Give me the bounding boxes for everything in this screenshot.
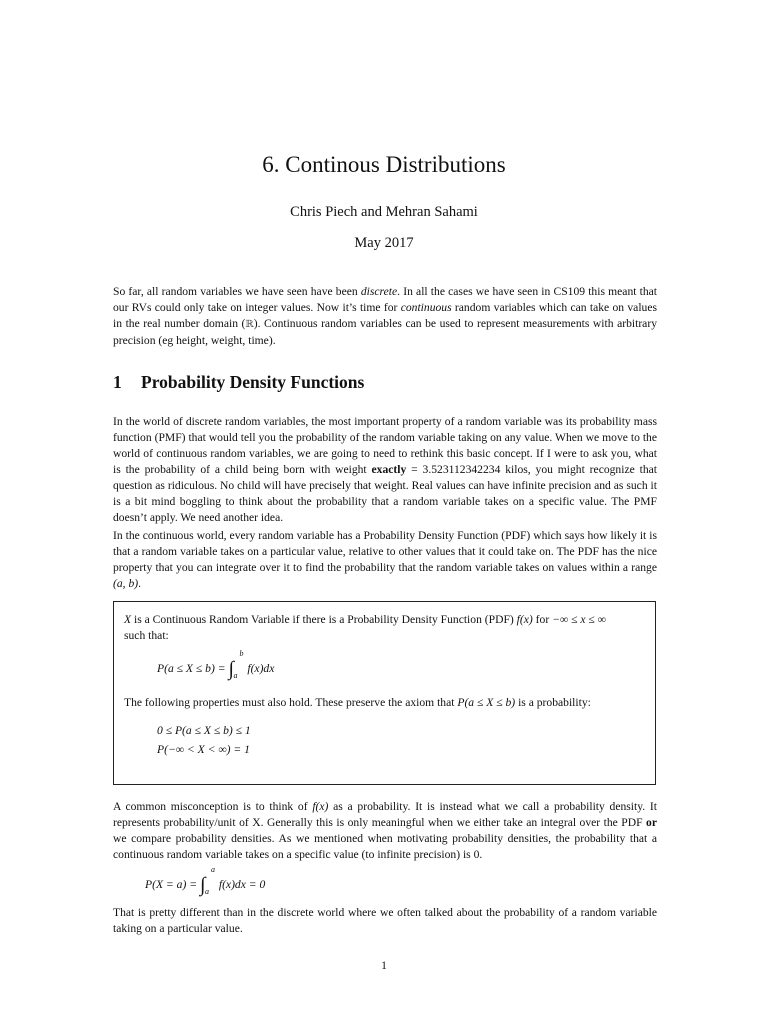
document-date: May 2017 [354,235,414,251]
bold-exactly: exactly [371,463,407,476]
paragraph-discrete-comparison: That is pretty different than in the discrete world where we often talked about the probability of a random variable taking on a particular value. [113,906,657,935]
property-2: P(−∞ < X < ∞) = 1 [157,743,250,756]
definition-line-3: The following properties must also hold. These preserve the axiom that P(a ≤ X ≤ b) is a probability: [124,696,591,709]
point-probability-equation: P(X = a) = ∫ a a f(x)dx = 0 [145,865,266,896]
definition-equation: P(a ≤ X ≤ b) = ∫ b a f(x)dx [157,649,275,680]
emphasis-discrete: discrete [360,285,398,298]
paragraph-pdf: In the continuous world, every random variable has a Probability Density Function (PDF) which says how likely it is that a random variable takes on a particular value, relative to other values that it could take on. The PDF has the nice property that you can integrate over it to find the probability that the random variable takes on values within a range (a, b). [113,529,657,590]
range-math: (a, b) [113,577,139,590]
integral-symbol: ∫ [199,874,206,896]
integral-symbol: ∫ [228,658,234,680]
definition-line-1: X is a Continuous Random Variable if there is a Probability Density Function (PDF) f(x) for −∞ ≤ x ≤ ∞ [124,613,606,626]
definition-box [113,601,656,785]
document-authors: Chris Piech and Mehran Sahami [290,204,478,220]
definition-line-2: such that: [124,629,169,642]
section-number: 1 [113,372,122,392]
section-title: Probability Density Functions [141,372,365,392]
bold-or: or [646,816,657,829]
intro-paragraph: So far, all random variables we have seen have been discrete. In all the cases we have seen in CS109 this meant that our RVs could only take on integer values. Now it’s time for continuous random variables which can take on values in the real number domain (ℝ). Continuous random variables can be used to represent measurements with arbitrary precision (eg height, weight, time). [113,285,658,347]
real-numbers-symbol: ℝ [245,319,254,330]
paragraph-misconception: A common misconception is to think of f(x) as a probability. It is instead what we call a probability density. It represents probability/unit of X. Generally this is only meaningful when we either take an integral over the PDF or we compare probability densities. As we mentioned when motivating probability densities, the probability that a continuous random variable takes on a specific value (to infinite precision) is 0. [113,800,658,861]
paragraph-pmf: In the world of discrete random variables, the most important property of a random variable was its probability mass function (PMF) that would tell you the probability of the random variable taking on any value. When we move to the world of continuous random variables, we are going to need to rethink this basic concept. If I were to ask you, what is the probability of a child being born with weight exactly = 3.523112342234 kilos, you might recognize that question as ridiculous. No child will have precisely that weight. Real values can have infinite precision and as such it is a bit mind boggling to think about the probability that a random variable takes on a specific value. The PMF doesn’t apply. We need another idea. [113,415,657,524]
document-title: 6. Continous Distributions [262,152,506,177]
page-number: 1 [381,959,387,972]
emphasis-continuous: continuous [400,301,452,314]
section-heading [113,372,364,393]
property-1: 0 ≤ P(a ≤ X ≤ b) ≤ 1 [157,724,251,737]
